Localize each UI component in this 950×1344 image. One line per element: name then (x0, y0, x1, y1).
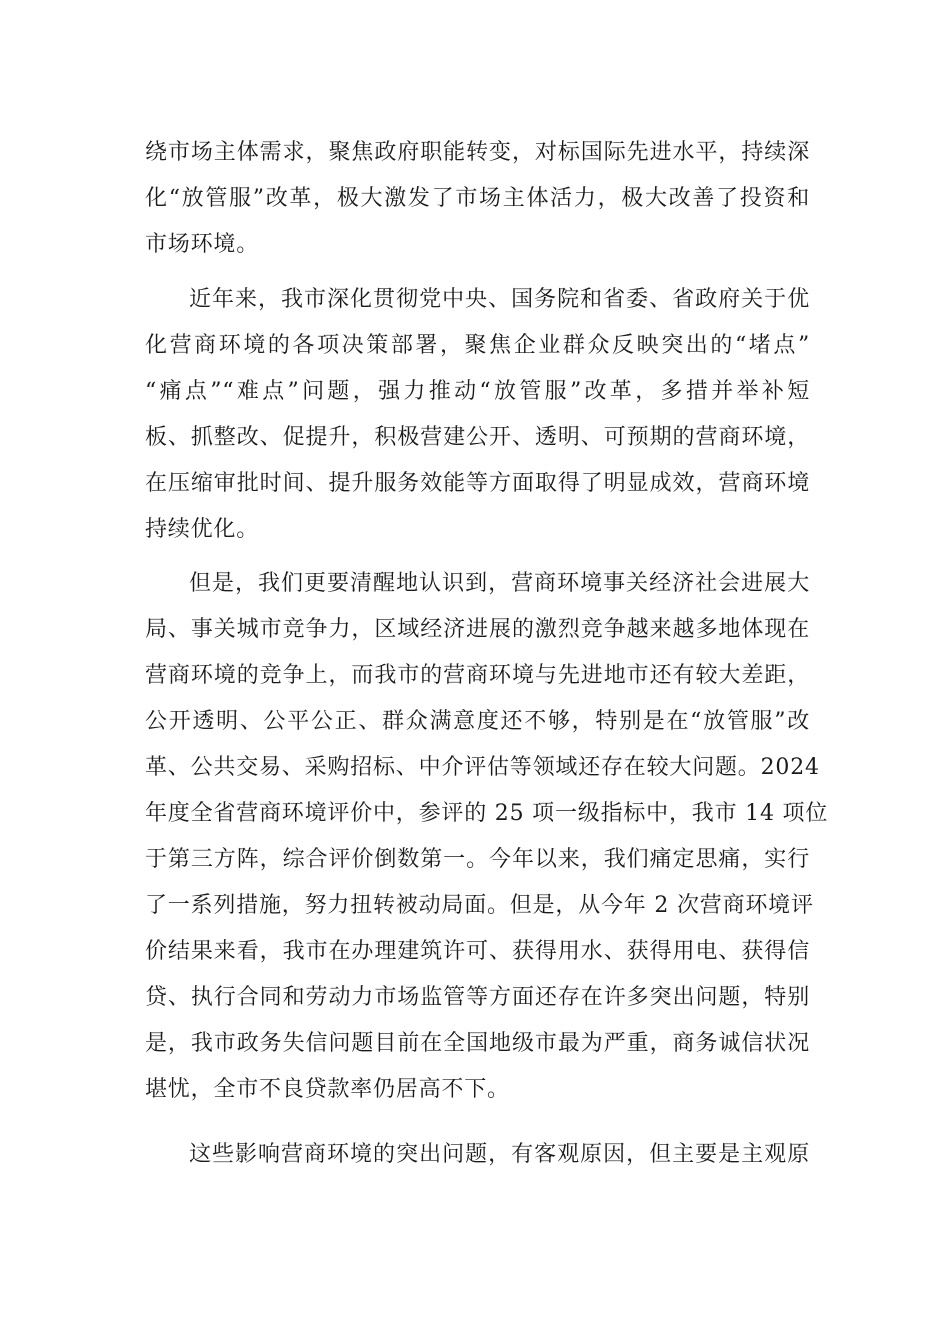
text-line: 近年来，我市深化贯彻党中央、国务院和省委、省政府关于优 (189, 287, 810, 312)
text-line: 持续优化。 (145, 517, 260, 542)
text-line: “痛点”“难点”问题，强力推动“放管服”改革，多措并举补短 (145, 379, 810, 404)
text-line: 了一系列措施，努力扭转被动局面。但是，从今年 2 次营商环境评 (145, 893, 814, 918)
text-line: 局、事关城市竞争力，区域经济进展的激烈竞争越来越多地体现在 (145, 617, 810, 642)
text-line: 革、公共交易、采购招标、中介评估等领域还存在较大问题。2024 (145, 755, 820, 780)
text-line: 贷、执行合同和劳动力市场监管等方面还存在许多突出问题，特别 (145, 985, 810, 1010)
text-line: 化营商环境的各项决策部署，聚焦企业群众反映突出的“堵点” (145, 333, 810, 358)
text-line: 这些影响营商环境的突出问题，有客观原因，但主要是主观原 (189, 1142, 810, 1167)
text-line: 但是，我们更要清醒地认识到，营商环境事关经济社会进展大 (189, 571, 810, 596)
text-line: 于第三方阵，综合评价倒数第一。今年以来，我们痛定思痛，实行 (145, 847, 810, 872)
text-line: 绕市场主体需求，聚焦政府职能转变，对标国际先进水平，持续深 (145, 140, 810, 165)
text-line: 营商环境的竞争上，而我市的营商环境与先进地市还有较大差距， (145, 663, 810, 688)
text-line: 在压缩审批时间、提升服务效能等方面取得了明显成效，营商环境 (145, 471, 810, 496)
text-line: 化“放管服”改革，极大激发了市场主体活力，极大改善了投资和 (145, 186, 810, 211)
text-line: 年度全省营商环境评价中，参评的 25 项一级指标中，我市 14 项位 (145, 801, 829, 826)
text-line: 板、抓整改、促提升，积极营建公开、透明、可预期的营商环境， (145, 425, 810, 450)
text-line: 是，我市政务失信问题目前在全国地级市最为严重，商务诚信状况 (145, 1031, 810, 1056)
text-line: 价结果来看，我市在办理建筑许可、获得用水、获得用电、获得信 (145, 939, 810, 964)
text-line: 公开透明、公平公正、群众满意度还不够，特别是在“放管服”改 (145, 709, 810, 734)
text-line: 市场环境。 (145, 232, 260, 257)
text-line: 堪忧，全市不良贷款率仍居高不下。 (145, 1077, 510, 1102)
